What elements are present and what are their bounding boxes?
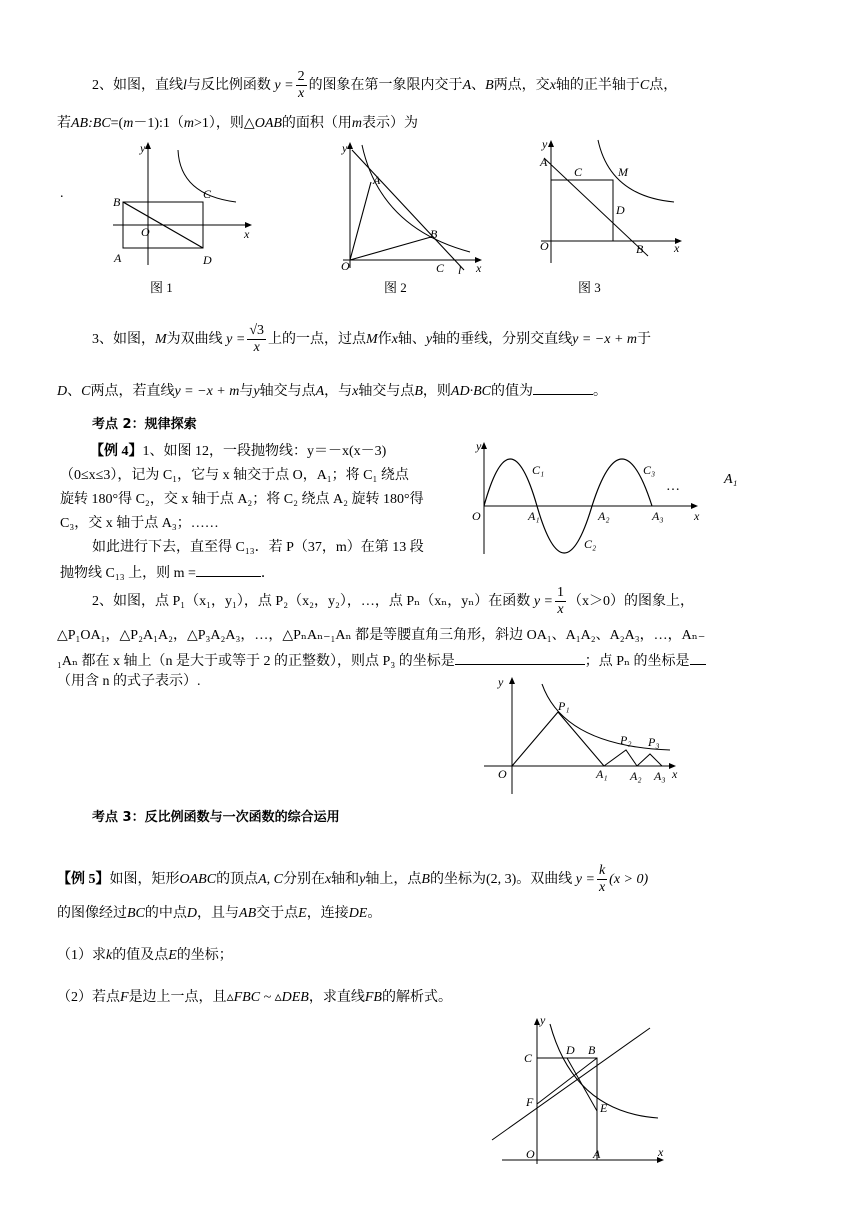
fig6-label-f: F: [526, 1095, 534, 1109]
fig4-label-o: O: [472, 509, 481, 523]
fig1-label-d: D: [203, 253, 212, 267]
fig1-label-c: C: [203, 187, 212, 201]
answer-blank-ex4[interactable]: [196, 562, 261, 577]
fig2-label-x: x: [476, 261, 482, 275]
fig4-label-a1: A₁: [528, 509, 540, 523]
section-title-kd2: 考点 2：规律探索: [92, 417, 197, 432]
fraction-2-over-x: $\frac{2}{x}$: [297, 69, 305, 102]
fig4-label-c1: C₁: [532, 463, 545, 477]
ex4q2-line-1: 2、如图，点 P₁（x₁，y₁），点 P₂（x₂，y₂），…，点 Pₙ（xₙ，yₙ）在函数 y = $\frac{1}{x}$ （x＞0）的图象上，: [92, 585, 694, 618]
fig2-label-b: B: [430, 227, 438, 241]
fig5-label-p3: P₃: [648, 735, 660, 749]
figure-4-parabolas: [462, 440, 712, 558]
fig3-label-m: M: [618, 165, 628, 179]
fraction-k-over-x: $\frac{k}{x}$: [598, 863, 606, 896]
fig3-label-c: C: [574, 165, 583, 179]
fig5-label-a1: A₁: [596, 767, 608, 781]
fig6-label-a: A: [593, 1147, 601, 1161]
caption-fig1: 图 1: [150, 280, 173, 295]
fig5-label-a3: A₃: [654, 769, 666, 783]
fig1-label-o: O: [141, 225, 150, 239]
q3-line-1: 3、如图，M为双曲线 y = $\frac{√3}{x}$ 上的一点，过点M作x轴、y轴的垂线，分别交直线y = −x + m于: [92, 323, 652, 356]
fig3-label-d: D: [616, 203, 625, 217]
fig3-label-o: O: [540, 239, 549, 253]
ex4-line-6: 抛物线 C₁₃ 上，则 m = ．: [60, 562, 275, 584]
fig4-label-c3: C₃: [643, 463, 656, 477]
ex4-line-1: 【例 4】1、如图 12，一段抛物线：y＝－x(x－3): [90, 444, 387, 459]
fig3-label-x: x: [674, 241, 680, 255]
fig5-label-a2: A₂: [630, 769, 642, 783]
q2-line-2: 若AB:BC=(m－1):1（m>1），则△OAB的面积（用m表示）为: [57, 116, 419, 131]
ex5-part-2: （2）若点F是边上一点，且▵FBC ~ ▵DEB，求直线FB的解析式。: [57, 990, 452, 1005]
fig5-label-y: y: [498, 675, 504, 689]
answer-blank-q3[interactable]: [533, 380, 593, 395]
fig4-label-dots: …: [666, 479, 680, 494]
stray-label-a1: A₁: [724, 472, 738, 487]
caption-fig3: 图 3: [578, 280, 601, 295]
fraction-sqrt3-over-x: $\frac{√3}{x}$: [249, 323, 265, 356]
figure-2: [338, 140, 488, 275]
ex4q2-line-4: （用含 n 的式子表示）.: [57, 674, 201, 689]
fig2-label-c: C: [436, 261, 445, 275]
ex4q2-line-3: ₁Aₙ 都在 x 轴上（n 是大于或等于 2 的正整数），则点 P₃ 的坐标是 ；点 Pₙ 的坐标是: [57, 650, 706, 672]
ex4-line-4: C₃，交 x 轴于点 A₃；……: [60, 516, 219, 531]
fig1-label-y: y: [140, 141, 146, 155]
answer-blank-p3[interactable]: [455, 650, 585, 665]
answer-blank-pn[interactable]: [690, 650, 706, 665]
fig6-label-b: B: [588, 1043, 596, 1057]
fig5-label-p1: P₁: [558, 699, 570, 713]
fig6-label-o: O: [526, 1147, 535, 1161]
fig1-label-a: A: [114, 251, 122, 265]
figure-1: [108, 140, 258, 270]
fig3-label-y: y: [542, 137, 548, 151]
fig4-label-c2: C₂: [584, 537, 597, 551]
caption-fig2: 图 2: [384, 280, 407, 295]
fraction-1-over-x: $\frac{1}{x}$: [556, 585, 564, 618]
figure-6-rectangle: [492, 1013, 672, 1166]
ex4q2-line-2: △P₁OA₁，△P₂A₁A₂，△P₃A₂A₃，…，△PₙAₙ₋₁Aₙ 都是等腰直角三角形，斜边 OA₁、A₁A₂、A₂A₃，…，Aₙ₋: [57, 628, 706, 643]
ex5-line-1: 【例 5】如图，矩形OABC的顶点A, C分别在x轴和y轴上，点B的坐标为(2, 3)。双曲线 y = $\frac{k}{x}$ (x > 0): [57, 863, 649, 896]
fig3-label-b: B: [636, 242, 644, 256]
figure-5-triangles: [484, 674, 684, 798]
fig4-label-a2: A₂: [598, 509, 610, 523]
fig1-label-x: x: [244, 227, 250, 241]
fig5-label-o: O: [498, 767, 507, 781]
q3-line-2: D、C两点，若直线y = −x + m与y轴交与点A，与x轴交与点B，则AD·BC的值为 。: [57, 380, 607, 402]
q2-line-1: 2、如图，直线l与反比例函数 y = $\frac{2}{x}$ 的图象在第一象限内交于A、B两点，交x轴的正半轴于C点，: [92, 69, 678, 102]
fig6-label-e: E: [600, 1101, 608, 1115]
fig2-label-a: A: [373, 173, 381, 187]
ex4-line-3: 旋转 180°得 C₂，交 x 轴于点 A₂；将 C₂ 绕点 A₂ 旋转 180°得: [60, 492, 424, 507]
ex5-part-1: （1）求k的值及点E的坐标；: [57, 948, 233, 963]
fig6-label-x: x: [658, 1145, 664, 1159]
section-title-kd3: 考点 3：反比例函数与一次函数的综合运用: [92, 810, 340, 825]
fig3-label-a: A: [540, 155, 548, 169]
figure-3: [536, 138, 686, 268]
fig4-label-a3: A₃: [652, 509, 664, 523]
fig2-label-y: y: [342, 141, 348, 155]
fig2-label-l: l: [458, 263, 462, 277]
fig1-label-b: B: [113, 195, 121, 209]
fig4-label-y: y: [476, 439, 482, 453]
fig6-label-d: D: [566, 1043, 575, 1057]
fig2-label-o: O: [341, 259, 350, 273]
fig4-label-x: x: [694, 509, 700, 523]
stray-dot: .: [60, 186, 64, 201]
fig5-label-x: x: [672, 767, 678, 781]
fig5-label-p2: P₂: [620, 733, 632, 747]
ex4-line-2: （0≤x≤3），记为 C₁，它与 x 轴交于点 O，A₁；将 C₁ 绕点: [60, 468, 409, 483]
fig6-label-y: y: [540, 1013, 546, 1027]
ex5-line-2: 的图像经过BC的中点D，且与AB交于点E，连接DE。: [57, 906, 382, 921]
ex4-line-5: 如此进行下去，直至得 C₁₃．若 P（37，m）在第 13 段: [92, 540, 424, 555]
fig6-label-c: C: [524, 1051, 533, 1065]
